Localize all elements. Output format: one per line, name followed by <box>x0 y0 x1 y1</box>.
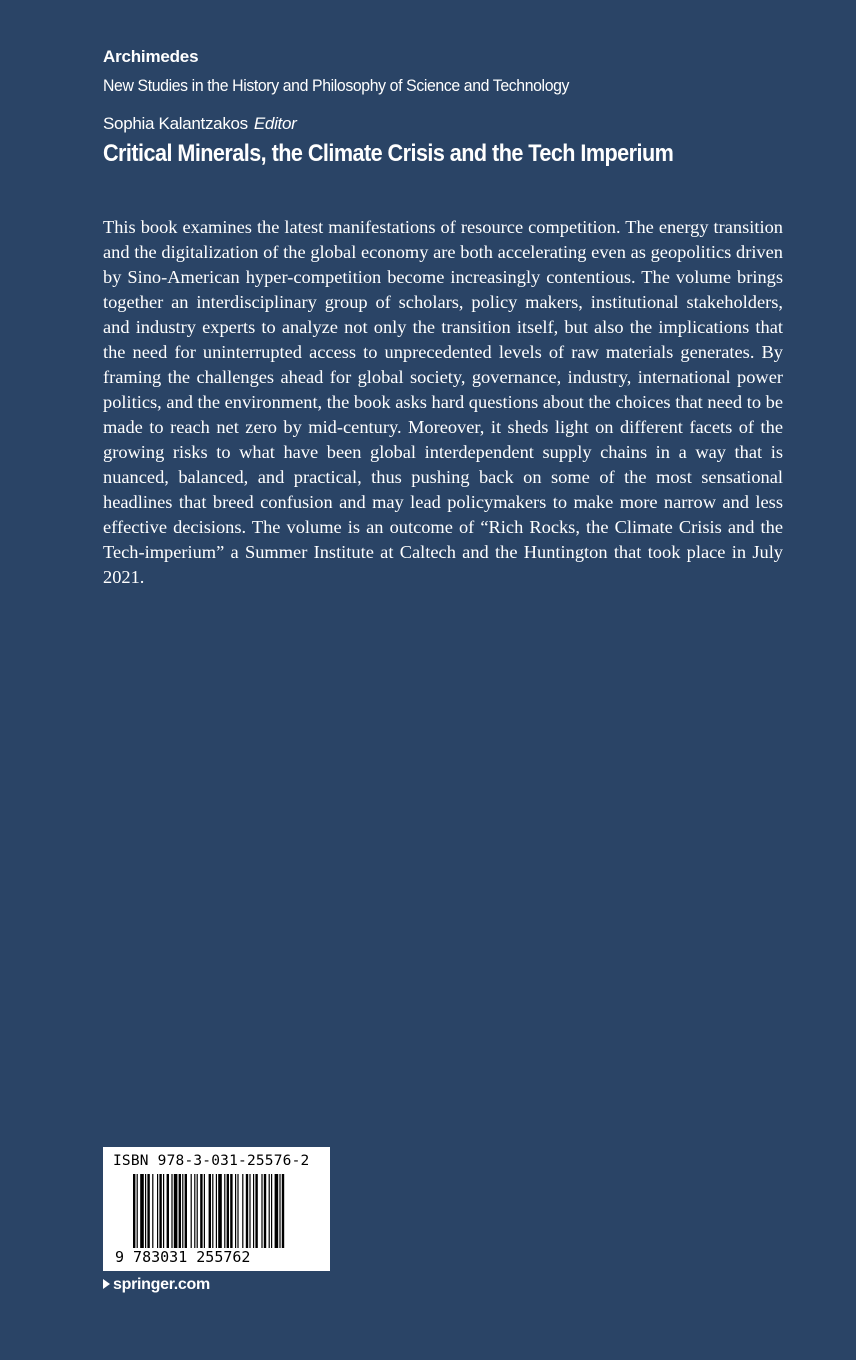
barcode-bar <box>171 1174 172 1248</box>
barcode-bar <box>269 1174 270 1248</box>
barcode-bar <box>194 1174 195 1248</box>
barcode-bar <box>157 1174 158 1248</box>
springer-link-text: springer.com <box>113 1276 210 1293</box>
book-description: This book examines the latest manifestations of resource competition. The energy transition and the digitalization of the global economy are both accelerating even as geopolitics driven by Sino-American hyper-competition become increasingly contentious. The volume brings together an interdisciplinary group of scholars, policy makers, institutional stakeholders, and industry experts to analyze not only the transition itself, but also the implications that the need for uninterrupted access to unprecedented levels of raw materials generates. By framing the challenges ahead for global society, governance, industry, international power politics, and the environment, the book asks hard questions about the choices that need to be made to reach net zero by mid-century. Moreover, it sheds light on different facets of the growing risks to what have been global interdependent supply chains in a way that is nuanced, balanced, and practical, thus pushing back on some of the most sensational headlines that breed confusion and may lead policymakers to make more narrow and less effective decisions. The volume is an outcome of “Rich Rocks, the Climate Crisis and the Tech-imperium” a Summer Institute at Caltech and the Huntington that took place in July 2021. <box>103 217 783 587</box>
barcode-bar <box>145 1174 146 1248</box>
barcode-bar <box>152 1174 153 1248</box>
editor-role: Editor <box>253 114 297 133</box>
isbn-barcode <box>103 1147 330 1271</box>
barcode-bar <box>209 1174 211 1248</box>
barcode-bar <box>275 1174 279 1248</box>
barcode-bar <box>242 1174 243 1248</box>
barcode-bar <box>167 1174 169 1248</box>
barcode-bar <box>197 1174 198 1248</box>
barcode-bar <box>271 1174 272 1248</box>
barcode-bar <box>163 1174 164 1248</box>
arrow-right-icon <box>103 1279 110 1289</box>
barcode-bar <box>237 1174 238 1248</box>
barcode-bar <box>133 1174 135 1248</box>
barcode-bar <box>140 1174 144 1248</box>
barcode-bar <box>159 1174 161 1248</box>
barcode-bar <box>227 1174 229 1248</box>
barcode-bar <box>218 1174 222 1248</box>
editor-name: Sophia Kalantzakos <box>103 114 248 133</box>
barcode-bar <box>255 1174 257 1248</box>
barcode-bar <box>137 1174 138 1248</box>
barcode-bar <box>235 1174 236 1248</box>
barcode-bar <box>249 1174 250 1248</box>
barcode-bar <box>200 1174 202 1248</box>
barcode-bar <box>261 1174 262 1248</box>
series-subtitle: New Studies in the History and Philosophy of Science and Technology <box>103 76 570 95</box>
barcode-bar <box>279 1174 280 1248</box>
barcode-bar <box>253 1174 254 1248</box>
barcode-bar <box>246 1174 248 1248</box>
springer-link[interactable] <box>103 1276 210 1294</box>
barcode-bar <box>179 1174 181 1248</box>
barcode-bar <box>174 1174 178 1248</box>
barcode-bar <box>212 1174 213 1248</box>
barcode-bar <box>204 1174 205 1248</box>
barcode-bar <box>216 1174 217 1248</box>
barcode-bar <box>264 1174 266 1248</box>
barcode-bar <box>147 1174 149 1248</box>
barcode-bar <box>191 1174 192 1248</box>
barcode-bar <box>182 1174 183 1248</box>
series-name: Archimedes <box>103 47 199 66</box>
barcode-bar <box>185 1174 187 1248</box>
isbn-label: ISBN 978-3-031-25576-2 <box>113 1153 310 1169</box>
barcode-bar <box>230 1174 232 1248</box>
barcode-bar <box>282 1174 284 1248</box>
editor-line <box>103 114 296 134</box>
barcode-bar <box>224 1174 225 1248</box>
book-title: Critical Minerals, the Climate Crisis and the Tech Imperium <box>103 140 674 167</box>
barcode-digits: 9 783031 255762 <box>115 1248 251 1266</box>
